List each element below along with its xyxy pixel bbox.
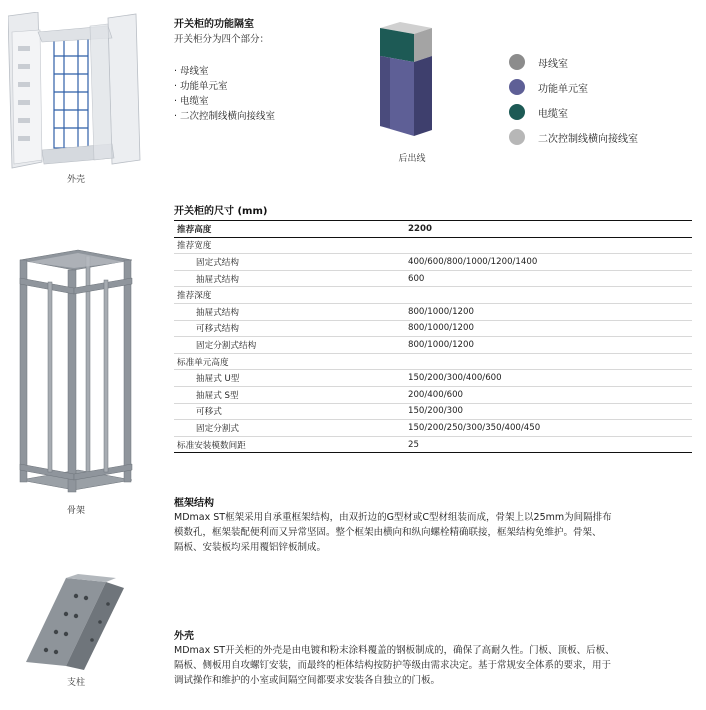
table-row: 抽屉式 U型 150/200/300/400/600	[174, 370, 692, 387]
compartment-legend	[509, 52, 699, 148]
shell-section-body: MDmax ST开关柜的外壳是由电镀和粉末涂料覆盖的钢板制成的，确保了高耐久性。门板、顶板、后板、 隔板、侧板用自攻螺钉安装，而最终的柜体结构按防护等级由需求决定。基于常规安全体系的要求，用于 调试操作和维护的小室或间隔空间都要求安装各自独立的门板。	[174, 645, 615, 686]
table-row: 推荐深度	[174, 287, 692, 304]
shell-image	[8, 12, 144, 172]
table-cell-value: 2200	[405, 221, 692, 238]
dimensions-table-wrapper	[174, 220, 692, 453]
frame-illustration	[8, 248, 138, 496]
shell-section-title: 外壳	[174, 631, 194, 642]
table-row: 可移式结构 800/1000/1200	[174, 320, 692, 337]
busbar-color-dot	[509, 54, 525, 70]
list-item: · 二次控制线横向接线室	[174, 111, 276, 122]
list-item: · 电缆室	[174, 96, 209, 107]
legend-item: 电缆室	[509, 102, 568, 122]
table-row: 抽屉式结构 600	[174, 270, 692, 287]
legend-item: 二次控制线横向接线室	[509, 127, 638, 147]
frame-section-body: MDmax ST框架采用自承重框架结构，由双折边的G型材或C型材组装而成，骨架上以25mm为间隔排布 模数孔，框架装配便利而又异常坚固。整个框架由横向和纵向螺栓精确联接，框架结构免维护。骨架、 隔板、安装板均采用覆铝锌板制成。	[174, 512, 612, 553]
frame-caption: 骨架	[66, 506, 85, 516]
column-illustration	[14, 574, 138, 670]
compartments-list	[174, 64, 275, 124]
cabinet-compartment-illustration	[374, 22, 438, 144]
legend-item: 功能单元室	[509, 77, 588, 97]
table-row: 固定式结构 400/600/800/1000/1200/1400	[174, 254, 692, 271]
table-row: 推荐宽度	[174, 237, 692, 254]
table-cell-label: 推荐高度	[174, 221, 405, 238]
frame-section-title: 框架结构	[174, 498, 214, 509]
cable-color-dot	[509, 104, 525, 120]
list-item: · 母线室	[174, 66, 209, 77]
functional-unit-color-dot	[509, 79, 525, 95]
dimensions-title: 开关柜的尺寸 (mm)	[174, 206, 268, 217]
dimensions-table	[174, 220, 692, 453]
column-image	[14, 574, 138, 670]
legend-item: 母线室	[509, 52, 568, 72]
table-row: 标准单元高度	[174, 353, 692, 370]
control-wiring-color-dot	[509, 129, 525, 145]
shell-illustration	[8, 12, 144, 172]
table-row: 抽屉式 S型 200/400/600	[174, 386, 692, 403]
rear-outlet-image	[374, 22, 438, 144]
rear-outlet-caption: 后出线	[398, 154, 426, 164]
list-item: · 功能单元室	[174, 81, 228, 92]
table-row: 标准安装模数间距 25	[174, 436, 692, 453]
table-row: 可移式 150/200/300	[174, 403, 692, 420]
compartments-intro: 开关柜分为四个部分：	[174, 34, 270, 45]
shell-caption: 外壳	[66, 175, 85, 185]
table-row: 固定分割式 150/200/250/300/350/400/450	[174, 420, 692, 437]
table-row: 固定分割式结构 800/1000/1200	[174, 337, 692, 354]
table-header-row	[174, 221, 692, 238]
table-row: 抽屉式结构 800/1000/1200	[174, 303, 692, 320]
compartments-title: 开关柜的功能隔室	[174, 19, 254, 30]
frame-image	[8, 248, 138, 496]
column-caption: 支柱	[66, 678, 85, 688]
